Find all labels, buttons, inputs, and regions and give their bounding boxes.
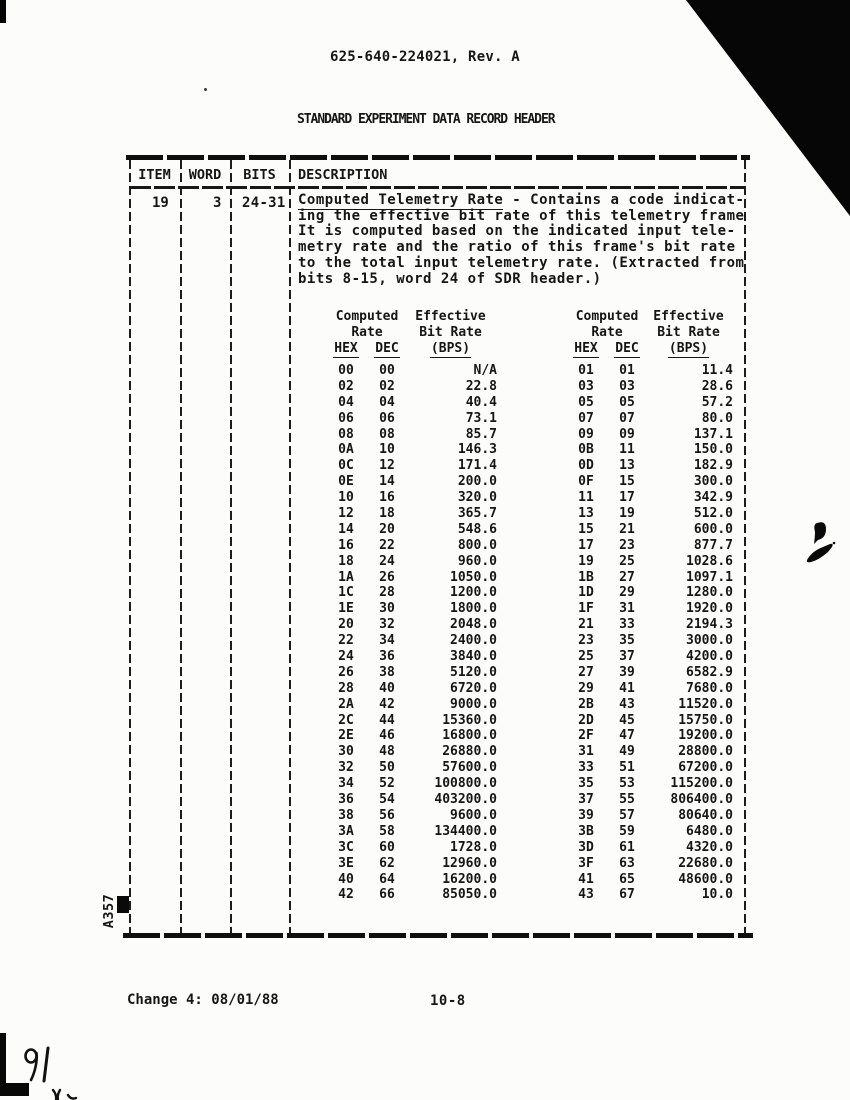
rate-cell: 03 [619,378,635,394]
rate-cell: 39 [578,807,594,823]
rate-header-rate-right: Rate [591,325,623,340]
rate-cell: 1050.0 [450,569,497,585]
rate-cell: 300.0 [693,474,733,490]
rate-cell: 07 [578,410,594,426]
rate-cell: 16200.0 [442,871,497,887]
rate-cell: 29 [578,680,594,696]
rate-cell: 1097.1 [686,569,733,585]
rate-cell: 0F [578,474,594,490]
rate-cell: 12960.0 [442,855,497,871]
rate-row [330,442,733,458]
rate-cell: 5120.0 [450,664,497,680]
rate-row [330,872,733,888]
description-line: ing the effective bit rate of this telemetry frame [298,207,745,224]
rate-cell: 15360.0 [442,712,497,728]
rate-cell: 16800.0 [442,728,497,744]
rate-row [330,570,733,586]
rate-cell: 48 [379,744,395,760]
rate-cell: 40 [379,680,395,696]
rate-cell: 56 [379,807,395,823]
rate-cell: 1728.0 [450,839,497,855]
rate-row [330,601,733,617]
rate-cell: 27 [578,664,594,680]
rate-cell: 1C [338,585,354,601]
rate-cell: 59 [619,823,635,839]
rate-header-bitrate-left: Bit Rate [419,325,482,340]
rate-cell: 27 [619,569,635,585]
rate-cell: 2D [578,712,594,728]
rate-cell: 06 [338,410,354,426]
rate-row [330,363,733,379]
rate-cell: 29 [619,585,635,601]
rate-cell: 24 [338,649,354,665]
rate-cell: 13 [578,506,594,522]
rate-cell: 26 [338,664,354,680]
rate-cell: 57 [619,807,635,823]
rate-cell: 32 [379,617,395,633]
description-term-underlined: Computed Telemetry Rate [298,192,504,208]
rate-cell: 2E [338,728,354,744]
rate-cell: 64 [379,871,395,887]
rate-cell: 100800.0 [434,776,497,792]
rate-cell: 33 [619,617,635,633]
rate-cell: 40.4 [465,394,497,410]
rate-cell: 38 [338,807,354,823]
rate-cell: 3C [338,839,354,855]
rate-cell: 22680.0 [678,855,733,871]
rate-row [330,856,733,872]
rate-cell: 85050.0 [442,887,497,903]
rate-cell: 19200.0 [678,728,733,744]
rate-cell: 365.7 [457,506,497,522]
rate-cell: 1A [338,569,354,585]
rate-cell: 1920.0 [686,601,733,617]
rate-row [330,792,733,808]
rate-subheader-bps-right: (BPS) [668,341,709,356]
rate-cell: 11520.0 [678,696,733,712]
rate-cell: 06 [379,410,395,426]
rate-cell: 9000.0 [450,696,497,712]
rate-header-row-2 [330,325,733,341]
rate-cell: 146.3 [457,442,497,458]
rate-cell: 44 [379,712,395,728]
rate-row [330,808,733,824]
rate-cell: 85.7 [465,426,497,442]
rate-cell: 16 [379,490,395,506]
rate-cell: 6480.0 [686,823,733,839]
rate-cell: 150.0 [693,442,733,458]
rate-row [330,585,733,601]
rate-header-computed-left: Computed [335,309,399,324]
rate-cell: 3D [578,839,594,855]
rate-cell: 0E [338,474,354,490]
rate-row [330,744,733,760]
rate-row [330,840,733,856]
entry-item-value: 19 [152,195,169,211]
entry-bits-value: 24-31 [242,195,286,211]
rate-cell: 36 [379,649,395,665]
rate-header-row-3 [330,341,733,357]
rate-cell: 6720.0 [450,680,497,696]
rate-cell: 37 [619,649,635,665]
rate-cell: 18 [379,506,395,522]
description-line: to the total input telemetry rate. (Extracted from [298,254,745,271]
rate-cell: 600.0 [693,521,733,537]
rate-header-row-1 [330,309,733,325]
table-header-separator [130,186,744,189]
rate-cell: 21 [619,521,635,537]
doc-number: 625-640-224021, Rev. A [330,49,520,65]
rate-cell: 25 [578,649,594,665]
rate-cell: 31 [578,744,594,760]
rate-cell: 53 [619,776,635,792]
rate-cell: 34 [338,776,354,792]
rate-cell: 04 [338,394,354,410]
rate-cell: 25 [619,553,635,569]
rate-cell: 1800.0 [450,601,497,617]
rate-cell: 05 [619,394,635,410]
rate-cell: 21 [578,617,594,633]
rate-row [330,522,733,538]
scan-corner-fold-artifact [686,0,850,216]
rate-cell: 10 [338,490,354,506]
rate-row [330,538,733,554]
rate-cell: 40 [338,871,354,887]
rate-header-effective-right: Effective [653,309,724,324]
rate-cell: 3000.0 [686,633,733,649]
rate-cell: 05 [578,394,594,410]
rate-cell: 3F [578,855,594,871]
rate-cell: 02 [338,378,354,394]
rate-row [330,506,733,522]
rate-cell: 3840.0 [450,649,497,665]
footer-page-number: 10-8 [430,993,466,1009]
rate-cell: 3B [578,823,594,839]
rate-cell: 800.0 [457,537,497,553]
rate-cell: 60 [379,839,395,855]
rate-cell: 55 [619,792,635,808]
rate-cell: 32 [338,760,354,776]
rate-cell: 01 [619,363,635,378]
rate-header-effective-left: Effective [415,309,486,324]
rate-cell: 61 [619,839,635,855]
rate-cell: 16 [338,537,354,553]
rate-cell: 42 [338,887,354,903]
rate-cell: 11 [619,442,635,458]
rate-cell: 4320.0 [686,839,733,855]
rate-cell: 52 [379,776,395,792]
rate-cell: 35 [619,633,635,649]
rate-cell: 46 [379,728,395,744]
rate-cell: 30 [338,744,354,760]
rate-cell: 3E [338,855,354,871]
rate-cell: 08 [338,426,354,442]
rate-cell: 41 [578,871,594,887]
rate-cell: 2194.3 [686,617,733,633]
description-line: metry rate and the ratio of this frame's bit rate [298,239,736,256]
rate-cell: 14 [338,521,354,537]
rate-cell: 04 [379,394,395,410]
rate-cell: 50 [379,760,395,776]
rate-cell: 20 [379,521,395,537]
rate-cell: 00 [338,363,354,378]
rate-cell: 182.9 [693,458,733,474]
rate-cell: 67200.0 [678,760,733,776]
rate-cell: 18 [338,553,354,569]
rate-cell: 11 [578,490,594,506]
rate-row [330,697,733,713]
rate-row [330,554,733,570]
rate-cell: 171.4 [457,458,497,474]
rate-subheader-dec-left: DEC [375,341,399,356]
rate-cell: 36 [338,792,354,808]
rate-cell: 28 [379,585,395,601]
rate-cell: 30 [379,601,395,617]
paper-speck [204,88,207,91]
rate-cell: 9600.0 [450,807,497,823]
rate-cell: 54 [379,792,395,808]
corner-mark-vertical [0,1033,6,1090]
rate-cell: 548.6 [457,521,497,537]
rate-table [330,309,733,903]
rate-header-computed-right: Computed [575,309,639,324]
rate-cell: 10.0 [701,887,733,903]
rate-cell: 403200.0 [434,792,497,808]
stamp-block-mark [117,896,129,913]
handwritten-note [20,1046,84,1100]
rate-cell: 2400.0 [450,633,497,649]
rate-cell: 09 [619,426,635,442]
page-title: STANDARD EXPERIMENT DATA RECORD HEADER [297,112,555,127]
rate-cell: 22 [379,537,395,553]
rate-cell: 63 [619,855,635,871]
rate-cell: 3A [338,823,354,839]
rate-cell: 0D [578,458,594,474]
rate-cell: 35 [578,776,594,792]
rate-row [330,617,733,633]
rate-row [330,649,733,665]
rate-cell: 17 [578,537,594,553]
rate-cell: 877.7 [693,537,733,553]
rate-cell: 66 [379,887,395,903]
rate-cell: 38 [379,664,395,680]
rate-cell: 62 [379,855,395,871]
rate-cell: 65 [619,871,635,887]
rate-cell: N/A [473,363,497,378]
rate-cell: 41 [619,680,635,696]
rate-cell: 0A [338,442,354,458]
rate-cell: 12 [379,458,395,474]
rate-cell: 67 [619,887,635,903]
rate-cell: 26880.0 [442,744,497,760]
rate-row [330,776,733,792]
rate-cell: 45 [619,712,635,728]
rate-cell: 47 [619,728,635,744]
rate-cell: 1B [578,569,594,585]
scan-artifact-top-left-bar [0,0,6,23]
rate-cell: 28800.0 [678,744,733,760]
rate-cell: 00 [379,363,395,378]
description-line: bits 8-15, word 24 of SDR header.) [298,270,602,287]
rate-subheader-bps-left: (BPS) [430,341,471,356]
rate-cell: 0B [578,442,594,458]
rate-cell: 19 [578,553,594,569]
rate-cell: 02 [379,378,395,394]
rate-cell: 39 [619,664,635,680]
rate-cell: 6582.9 [686,664,733,680]
rate-cell: 134400.0 [434,823,497,839]
table-column-divider-3 [289,160,291,933]
rate-cell: 960.0 [457,553,497,569]
rate-row [330,887,733,903]
rate-cell: 13 [619,458,635,474]
rate-cell: 24 [379,553,395,569]
table-border-top [126,155,750,160]
rate-subheader-dec-right: DEC [615,341,639,356]
rate-cell: 33 [578,760,594,776]
rate-subheader-hex-left: HEX [334,341,358,356]
rate-cell: 57600.0 [442,760,497,776]
rate-row [330,490,733,506]
rate-table-rows [330,363,733,903]
rate-cell: 07 [619,410,635,426]
description-paragraph [298,193,750,287]
column-header-description: DESCRIPTION [298,167,388,183]
rate-cell: 23 [578,633,594,649]
rate-row [330,474,733,490]
rate-cell: 806400.0 [670,792,733,808]
rate-cell: 2C [338,712,354,728]
margin-stamp: A357 [101,893,117,929]
entry-word-value: 3 [213,195,222,211]
description-line: It is computed based on the indicated input tele- [298,223,736,240]
rate-cell: 09 [578,426,594,442]
rate-cell: 22.8 [465,378,497,394]
rate-cell: 23 [619,537,635,553]
rate-row [330,395,733,411]
rate-cell: 14 [379,474,395,490]
rate-cell: 2F [578,728,594,744]
rate-row [330,728,733,744]
rate-cell: 43 [578,887,594,903]
rate-cell: 10 [379,442,395,458]
rate-row [330,760,733,776]
rate-row [330,427,733,443]
rate-header-bitrate-right: Bit Rate [657,325,720,340]
rate-row [330,713,733,729]
rate-cell: 4200.0 [686,649,733,665]
table-border-bottom [123,933,753,938]
rate-cell: 26 [379,569,395,585]
rate-cell: 20 [338,617,354,633]
rate-cell: 2A [338,696,354,712]
rate-cell: 08 [379,426,395,442]
rate-cell: 80640.0 [678,807,733,823]
rate-cell: 17 [619,490,635,506]
rate-cell: 2B [578,696,594,712]
rate-cell: 43 [619,696,635,712]
description-line: Computed Telemetry Rate - Contains a code indicat- [298,192,745,208]
rate-cell: 80.0 [701,410,733,426]
rate-row [330,379,733,395]
rate-cell: 19 [619,506,635,522]
rate-cell: 11.4 [701,363,733,378]
rate-cell: 28 [338,680,354,696]
rate-cell: 115200.0 [670,776,733,792]
rate-cell: 48600.0 [678,871,733,887]
table-border-left [129,160,131,933]
rate-row [330,458,733,474]
rate-cell: 22 [338,633,354,649]
rate-subheader-hex-right: HEX [574,341,598,356]
rate-cell: 15750.0 [678,712,733,728]
rate-cell: 137.1 [693,426,733,442]
rate-cell: 1280.0 [686,585,733,601]
rate-cell: 1D [578,585,594,601]
rate-cell: 1E [338,601,354,617]
rate-cell: 28.6 [701,378,733,394]
rate-cell: 31 [619,601,635,617]
column-header-word: WORD [188,167,222,183]
table-column-divider-1 [180,160,182,933]
rate-row [330,681,733,697]
rate-cell: 73.1 [465,410,497,426]
rate-cell: 42 [379,696,395,712]
rate-row [330,411,733,427]
rate-cell: 7680.0 [686,680,733,696]
rate-cell: 200.0 [457,474,497,490]
rate-cell: 37 [578,792,594,808]
rate-cell: 12 [338,506,354,522]
rate-cell: 01 [578,363,594,378]
rate-row [330,824,733,840]
rate-cell: 34 [379,633,395,649]
column-header-bits: BITS [243,167,276,183]
rate-cell: 0C [338,458,354,474]
rate-row [330,665,733,681]
ink-smudge [803,519,839,565]
rate-cell: 58 [379,823,395,839]
rate-cell: 49 [619,744,635,760]
rate-cell: 2048.0 [450,617,497,633]
rate-cell: 1F [578,601,594,617]
rate-cell: 512.0 [693,506,733,522]
rate-cell: 03 [578,378,594,394]
rate-cell: 57.2 [701,394,733,410]
table-column-divider-2 [230,160,232,933]
rate-header-rate-left: Rate [351,325,383,340]
rate-cell: 342.9 [693,490,733,506]
column-header-item: ITEM [138,167,171,183]
rate-cell: 15 [619,474,635,490]
rate-cell: 1028.6 [686,553,733,569]
rate-cell: 51 [619,760,635,776]
rate-cell: 320.0 [457,490,497,506]
rate-cell: 1200.0 [450,585,497,601]
rate-row [330,633,733,649]
rate-cell: 15 [578,521,594,537]
footer-change-note: Change 4: 08/01/88 [127,992,279,1008]
